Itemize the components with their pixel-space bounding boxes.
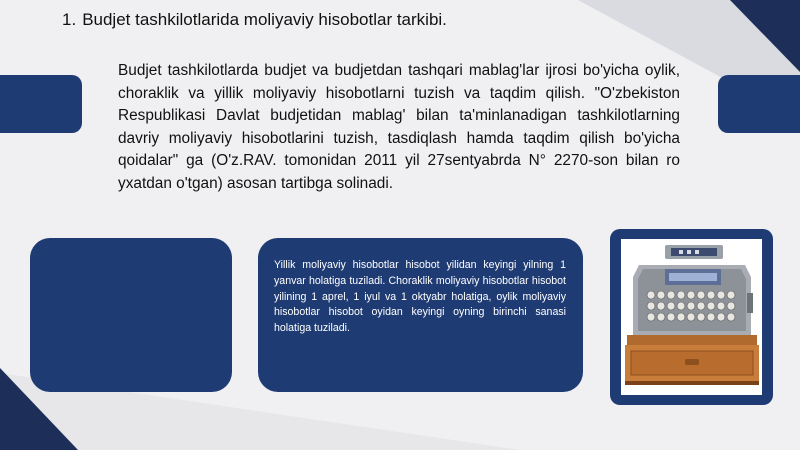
heading-text: Budjet tashkilotlarida moliyaviy hisobotlar tarkibi. <box>82 10 447 29</box>
cash-register-illustration <box>621 239 762 395</box>
heading-number: 1. <box>62 10 77 29</box>
info-card <box>258 238 583 392</box>
slide-heading <box>62 10 447 30</box>
body-paragraph: Budjet tashkilotlarda budjet va budjetdan tashqari mablag'lar ijrosi bo'yicha oylik, choraklik va yillik moliyaviy hisobotlarni tuzish va taqdim qilish. "O'zbekiston Respublikasi Davlat budjetidan mablag' bilan ta'minlanadigan tashkilotlarning davriy moliyaviy hisobotlarini tuzish, tasdiqlash hamda taqdim qilish bo'yicha qoidalar" ga (O'z.RAV. tomonidan 2011 yil 27sentyabrda N° 2270-son bilan ro yxatdan o'tgan) asosan tartibga solinadi. <box>118 62 680 192</box>
cash-register-photo <box>621 239 762 395</box>
photo-frame <box>610 229 773 405</box>
side-tab-right <box>718 75 800 133</box>
side-tab-left <box>0 75 82 133</box>
info-card-text: Yillik moliyaviy hisobotlar hisobot yilidan keyingi yilning 1 yanvar holatiga tuziladi. Choraklik moliyaviy hisobotlar hisobot yilining 1 aprel, 1 iyul va 1 oktyabr holatiga, oylik moliyaviy hisobotlar hisobot oyidan keyingi oyning birinchi sanasi holatiga tuziladi. <box>274 259 566 335</box>
blank-card <box>30 238 232 392</box>
